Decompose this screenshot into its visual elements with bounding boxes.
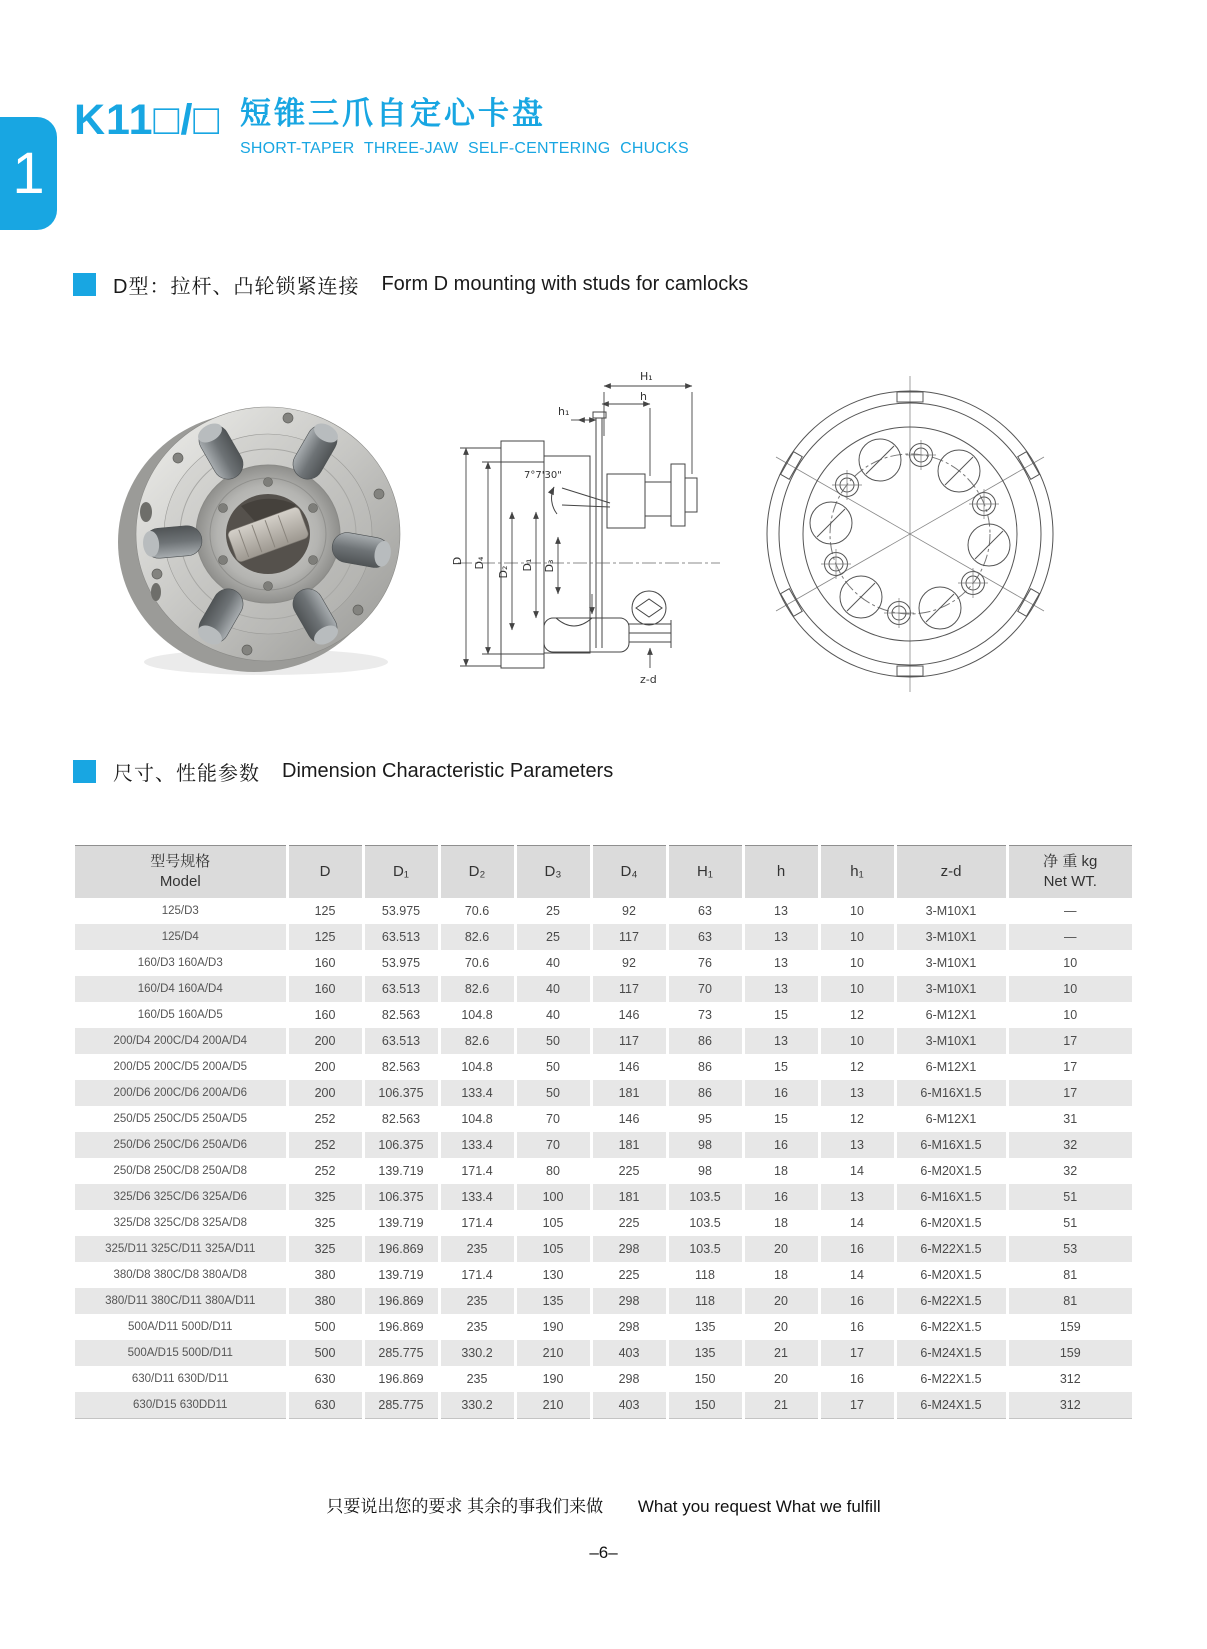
value-cell: 139.719 <box>363 1262 439 1288</box>
value-cell: 200 <box>287 1054 363 1080</box>
page-title-en: SHORT-TAPER THREE-JAW SELF-CENTERING CHUCKS <box>240 140 689 157</box>
value-cell: 17 <box>1007 1054 1132 1080</box>
table-header-row <box>75 846 1132 899</box>
value-cell: 6-M22X1.5 <box>895 1288 1007 1314</box>
value-cell: 13 <box>819 1184 895 1210</box>
value-cell: 81 <box>1007 1262 1132 1288</box>
value-cell: 139.719 <box>363 1210 439 1236</box>
dim-label-D2: D₂ <box>497 565 510 579</box>
value-cell: 13 <box>743 950 819 976</box>
value-cell: 70 <box>667 976 743 1002</box>
section-form-d-en: Form D mounting with studs for camlocks <box>381 273 749 295</box>
model-cell: 250/D8 250C/D8 250A/D8 <box>75 1158 287 1184</box>
model-cell: 325/D11 325C/D11 325A/D11 <box>75 1236 287 1262</box>
col-header-net-wt <box>1007 846 1132 899</box>
col-header-h: h <box>743 846 819 899</box>
value-cell: 196.869 <box>363 1314 439 1340</box>
value-cell: 16 <box>743 1184 819 1210</box>
value-cell: 298 <box>591 1288 667 1314</box>
model-cell: 200/D6 200C/D6 200A/D6 <box>75 1080 287 1106</box>
model-cell: 125/D3 <box>75 898 287 924</box>
dim-label-D1: D₁ <box>521 558 534 572</box>
model-cell: 500A/D15 500D/D11 <box>75 1340 287 1366</box>
value-cell: 16 <box>743 1132 819 1158</box>
value-cell: 82.6 <box>439 924 515 950</box>
value-cell: 200 <box>287 1028 363 1054</box>
value-cell: 403 <box>591 1392 667 1419</box>
value-cell: 21 <box>743 1392 819 1419</box>
value-cell: — <box>1007 898 1132 924</box>
value-cell: 125 <box>287 924 363 950</box>
model-cell: 160/D5 160A/D5 <box>75 1002 287 1028</box>
value-cell: 98 <box>667 1158 743 1184</box>
value-cell: 10 <box>1007 1002 1132 1028</box>
value-cell: 20 <box>743 1288 819 1314</box>
value-cell: 13 <box>743 924 819 950</box>
model-cell: 380/D11 380C/D11 380A/D11 <box>75 1288 287 1314</box>
value-cell: 325 <box>287 1236 363 1262</box>
value-cell: 500 <box>287 1314 363 1340</box>
value-cell: 80 <box>515 1158 591 1184</box>
value-cell: 14 <box>819 1262 895 1288</box>
col-header-zd: z-d <box>895 846 1007 899</box>
table-row <box>75 1392 1132 1419</box>
page-number: –6– <box>589 1543 618 1562</box>
value-cell: 210 <box>515 1392 591 1419</box>
value-cell: 6-M16X1.5 <box>895 1132 1007 1158</box>
value-cell: 159 <box>1007 1340 1132 1366</box>
value-cell: 285.775 <box>363 1340 439 1366</box>
value-cell: 18 <box>743 1210 819 1236</box>
value-cell: 32 <box>1007 1158 1132 1184</box>
value-cell: 133.4 <box>439 1080 515 1106</box>
value-cell: 117 <box>591 924 667 950</box>
table-row <box>75 950 1132 976</box>
value-cell: 330.2 <box>439 1392 515 1419</box>
value-cell: 181 <box>591 1080 667 1106</box>
value-cell: 104.8 <box>439 1002 515 1028</box>
value-cell: 146 <box>591 1106 667 1132</box>
section-form-d-zh: D型：拉杆、凸轮锁紧连接 <box>113 276 360 298</box>
value-cell: 14 <box>819 1210 895 1236</box>
value-cell: 159 <box>1007 1314 1132 1340</box>
table-row <box>75 1002 1132 1028</box>
value-cell: 86 <box>667 1054 743 1080</box>
value-cell: 17 <box>1007 1028 1132 1054</box>
value-cell: 63.513 <box>363 976 439 1002</box>
value-cell: 6-M16X1.5 <box>895 1080 1007 1106</box>
model-cell: 250/D6 250C/D6 250A/D6 <box>75 1132 287 1158</box>
value-cell: 98 <box>667 1132 743 1158</box>
page-title-zh: 短锥三爪自定心卡盘 <box>240 96 546 131</box>
value-cell: 53.975 <box>363 898 439 924</box>
value-cell: 40 <box>515 950 591 976</box>
value-cell: 105 <box>515 1210 591 1236</box>
table-row <box>75 1262 1132 1288</box>
value-cell: 6-M16X1.5 <box>895 1184 1007 1210</box>
value-cell: 103.5 <box>667 1184 743 1210</box>
value-cell: 630 <box>287 1366 363 1392</box>
value-cell: 70.6 <box>439 898 515 924</box>
value-cell: 500 <box>287 1340 363 1366</box>
model-code: K11□/□ <box>74 96 221 144</box>
value-cell: 51 <box>1007 1210 1132 1236</box>
value-cell: 50 <box>515 1054 591 1080</box>
table-row <box>75 924 1132 950</box>
table-row <box>75 976 1132 1002</box>
table-row <box>75 1210 1132 1236</box>
col-header-model-zh: 型号规格 <box>150 852 211 870</box>
value-cell: 252 <box>287 1158 363 1184</box>
value-cell: 16 <box>819 1366 895 1392</box>
value-cell: 10 <box>819 1028 895 1054</box>
dim-label-H1: H₁ <box>640 370 653 383</box>
value-cell: 171.4 <box>439 1262 515 1288</box>
value-cell: 298 <box>591 1314 667 1340</box>
value-cell: 160 <box>287 950 363 976</box>
value-cell: 82.6 <box>439 976 515 1002</box>
footer-slogan-zh: 只要说出您的要求 其余的事我们来做 <box>326 1497 604 1516</box>
value-cell: 50 <box>515 1028 591 1054</box>
value-cell: 630 <box>287 1392 363 1419</box>
dim-label-D: D <box>451 556 464 566</box>
value-cell: 135 <box>515 1288 591 1314</box>
value-cell: 15 <box>743 1002 819 1028</box>
model-cell: 125/D4 <box>75 924 287 950</box>
value-cell: 235 <box>439 1288 515 1314</box>
value-cell: 20 <box>743 1236 819 1262</box>
value-cell: 6-M20X1.5 <box>895 1158 1007 1184</box>
value-cell: 6-M12X1 <box>895 1054 1007 1080</box>
value-cell: 225 <box>591 1262 667 1288</box>
value-cell: 13 <box>743 898 819 924</box>
value-cell: 6-M22X1.5 <box>895 1366 1007 1392</box>
value-cell: 70 <box>515 1106 591 1132</box>
col-header-D4: D₄ <box>591 846 667 899</box>
col-header-model <box>75 846 287 899</box>
value-cell: 14 <box>819 1158 895 1184</box>
value-cell: 196.869 <box>363 1288 439 1314</box>
value-cell: 86 <box>667 1080 743 1106</box>
value-cell: 12 <box>819 1002 895 1028</box>
value-cell: 76 <box>667 950 743 976</box>
value-cell: 235 <box>439 1366 515 1392</box>
value-cell: 139.719 <box>363 1158 439 1184</box>
table-row <box>75 1028 1132 1054</box>
model-cell: 630/D11 630D/D11 <box>75 1366 287 1392</box>
value-cell: 103.5 <box>667 1210 743 1236</box>
value-cell: 82.563 <box>363 1002 439 1028</box>
value-cell: 17 <box>819 1340 895 1366</box>
value-cell: 117 <box>591 1028 667 1054</box>
value-cell: 16 <box>743 1080 819 1106</box>
value-cell: 6-M12X1 <box>895 1106 1007 1132</box>
value-cell: 86 <box>667 1028 743 1054</box>
table-row <box>75 1340 1132 1366</box>
model-cell: 200/D5 200C/D5 200A/D5 <box>75 1054 287 1080</box>
value-cell: 104.8 <box>439 1054 515 1080</box>
value-cell: 16 <box>819 1236 895 1262</box>
value-cell: 16 <box>819 1314 895 1340</box>
value-cell: 6-M20X1.5 <box>895 1262 1007 1288</box>
table-row <box>75 1366 1132 1392</box>
table-row <box>75 1314 1132 1340</box>
table-row <box>75 1288 1132 1314</box>
table-row <box>75 1158 1132 1184</box>
value-cell: 82.563 <box>363 1054 439 1080</box>
table-row <box>75 898 1132 924</box>
value-cell: 63.513 <box>363 1028 439 1054</box>
value-cell: 6-M22X1.5 <box>895 1236 1007 1262</box>
value-cell: 70 <box>515 1132 591 1158</box>
value-cell: 106.375 <box>363 1132 439 1158</box>
table-row <box>75 1236 1132 1262</box>
value-cell: 252 <box>287 1106 363 1132</box>
dim-label-h: h <box>640 390 647 403</box>
value-cell: 25 <box>515 924 591 950</box>
section-form-d <box>73 270 748 299</box>
value-cell: 82.563 <box>363 1106 439 1132</box>
section-dimensions-en: Dimension Characteristic Parameters <box>282 760 614 782</box>
col-header-net-wt-en: Net WT. <box>1043 873 1097 890</box>
value-cell: 235 <box>439 1314 515 1340</box>
value-cell: 312 <box>1007 1392 1132 1419</box>
value-cell: 325 <box>287 1184 363 1210</box>
value-cell: 171.4 <box>439 1210 515 1236</box>
value-cell: 6-M20X1.5 <box>895 1210 1007 1236</box>
value-cell: 196.869 <box>363 1366 439 1392</box>
spec-table <box>75 845 1132 1419</box>
value-cell: 10 <box>819 976 895 1002</box>
value-cell: 63 <box>667 898 743 924</box>
value-cell: 133.4 <box>439 1184 515 1210</box>
footer-slogan-en: What you request What we fulfill <box>637 1497 881 1516</box>
value-cell: 51 <box>1007 1184 1132 1210</box>
value-cell: 92 <box>591 950 667 976</box>
table-row <box>75 1106 1132 1132</box>
value-cell: 17 <box>1007 1080 1132 1106</box>
value-cell: 190 <box>515 1314 591 1340</box>
section-dimensions <box>73 757 613 786</box>
col-header-D: D <box>287 846 363 899</box>
value-cell: 210 <box>515 1340 591 1366</box>
value-cell: 15 <box>743 1054 819 1080</box>
chuck-front-drawing <box>740 374 1080 694</box>
model-cell: 630/D15 630DD11 <box>75 1392 287 1419</box>
value-cell: 118 <box>667 1288 743 1314</box>
value-cell: 20 <box>743 1366 819 1392</box>
value-cell: 6-M24X1.5 <box>895 1392 1007 1419</box>
footer-slogan <box>0 1492 1207 1517</box>
value-cell: 13 <box>743 1028 819 1054</box>
value-cell: — <box>1007 924 1132 950</box>
value-cell: 171.4 <box>439 1158 515 1184</box>
value-cell: 160 <box>287 976 363 1002</box>
value-cell: 10 <box>819 950 895 976</box>
value-cell: 95 <box>667 1106 743 1132</box>
value-cell: 25 <box>515 898 591 924</box>
model-cell: 500A/D11 500D/D11 <box>75 1314 287 1340</box>
value-cell: 63 <box>667 924 743 950</box>
value-cell: 73 <box>667 1002 743 1028</box>
model-cell: 160/D3 160A/D3 <box>75 950 287 976</box>
value-cell: 17 <box>819 1392 895 1419</box>
value-cell: 40 <box>515 976 591 1002</box>
value-cell: 3-M10X1 <box>895 1028 1007 1054</box>
value-cell: 10 <box>1007 950 1132 976</box>
value-cell: 13 <box>743 976 819 1002</box>
col-header-D2: D₂ <box>439 846 515 899</box>
value-cell: 235 <box>439 1236 515 1262</box>
value-cell: 3-M10X1 <box>895 976 1007 1002</box>
value-cell: 146 <box>591 1002 667 1028</box>
table-row <box>75 1080 1132 1106</box>
col-header-net-wt-zh: 净 重 kg <box>1043 852 1098 870</box>
value-cell: 15 <box>743 1106 819 1132</box>
value-cell: 81 <box>1007 1288 1132 1314</box>
value-cell: 298 <box>591 1366 667 1392</box>
value-cell: 225 <box>591 1210 667 1236</box>
dim-label-zd: z-d <box>640 673 657 686</box>
value-cell: 196.869 <box>363 1236 439 1262</box>
chuck-photo <box>116 396 412 686</box>
value-cell: 135 <box>667 1314 743 1340</box>
section-dimensions-zh: 尺寸、性能参数 <box>113 763 260 785</box>
col-header-D3: D₃ <box>515 846 591 899</box>
chuck-section-drawing <box>444 356 726 693</box>
value-cell: 150 <box>667 1366 743 1392</box>
value-cell: 10 <box>819 924 895 950</box>
value-cell: 380 <box>287 1262 363 1288</box>
value-cell: 181 <box>591 1184 667 1210</box>
value-cell: 225 <box>591 1158 667 1184</box>
value-cell: 125 <box>287 898 363 924</box>
value-cell: 312 <box>1007 1366 1132 1392</box>
value-cell: 53.975 <box>363 950 439 976</box>
value-cell: 53 <box>1007 1236 1132 1262</box>
value-cell: 12 <box>819 1054 895 1080</box>
value-cell: 403 <box>591 1340 667 1366</box>
col-header-model-en: Model <box>159 873 201 890</box>
value-cell: 6-M22X1.5 <box>895 1314 1007 1340</box>
value-cell: 133.4 <box>439 1132 515 1158</box>
dim-label-angle: 7°7'30" <box>524 470 562 481</box>
model-cell: 200/D4 200C/D4 200A/D4 <box>75 1028 287 1054</box>
col-header-D1: D₁ <box>363 846 439 899</box>
value-cell: 130 <box>515 1262 591 1288</box>
value-cell: 150 <box>667 1392 743 1419</box>
value-cell: 6-M12X1 <box>895 1002 1007 1028</box>
dim-label-D3: D₃ <box>543 559 556 573</box>
value-cell: 3-M10X1 <box>895 950 1007 976</box>
value-cell: 117 <box>591 976 667 1002</box>
model-cell: 380/D8 380C/D8 380A/D8 <box>75 1262 287 1288</box>
value-cell: 146 <box>591 1054 667 1080</box>
chapter-tab <box>0 117 57 230</box>
value-cell: 32 <box>1007 1132 1132 1158</box>
value-cell: 325 <box>287 1210 363 1236</box>
value-cell: 160 <box>287 1002 363 1028</box>
table-row <box>75 1054 1132 1080</box>
model-cell: 325/D8 325C/D8 325A/D8 <box>75 1210 287 1236</box>
value-cell: 298 <box>591 1236 667 1262</box>
section-bullet-icon <box>73 760 96 783</box>
value-cell: 105 <box>515 1236 591 1262</box>
value-cell: 135 <box>667 1340 743 1366</box>
table-row <box>75 1132 1132 1158</box>
value-cell: 190 <box>515 1366 591 1392</box>
value-cell: 252 <box>287 1132 363 1158</box>
value-cell: 118 <box>667 1262 743 1288</box>
value-cell: 380 <box>287 1288 363 1314</box>
value-cell: 21 <box>743 1340 819 1366</box>
value-cell: 70.6 <box>439 950 515 976</box>
value-cell: 6-M24X1.5 <box>895 1340 1007 1366</box>
col-header-H1: H₁ <box>667 846 743 899</box>
page-header <box>240 88 689 158</box>
value-cell: 31 <box>1007 1106 1132 1132</box>
value-cell: 3-M10X1 <box>895 924 1007 950</box>
spec-table-body <box>75 898 1132 1419</box>
value-cell: 13 <box>819 1080 895 1106</box>
value-cell: 16 <box>819 1288 895 1314</box>
value-cell: 330.2 <box>439 1340 515 1366</box>
model-cell: 250/D5 250C/D5 250A/D5 <box>75 1106 287 1132</box>
value-cell: 13 <box>819 1132 895 1158</box>
value-cell: 106.375 <box>363 1080 439 1106</box>
value-cell: 82.6 <box>439 1028 515 1054</box>
table-row <box>75 1184 1132 1210</box>
model-cell: 325/D6 325C/D6 325A/D6 <box>75 1184 287 1210</box>
value-cell: 18 <box>743 1262 819 1288</box>
value-cell: 100 <box>515 1184 591 1210</box>
section-bullet-icon <box>73 273 96 296</box>
col-header-h1: h₁ <box>819 846 895 899</box>
value-cell: 181 <box>591 1132 667 1158</box>
value-cell: 285.775 <box>363 1392 439 1419</box>
value-cell: 200 <box>287 1080 363 1106</box>
value-cell: 12 <box>819 1106 895 1132</box>
value-cell: 63.513 <box>363 924 439 950</box>
model-cell: 160/D4 160A/D4 <box>75 976 287 1002</box>
chapter-number: 1 <box>12 140 45 206</box>
value-cell: 50 <box>515 1080 591 1106</box>
value-cell: 10 <box>819 898 895 924</box>
value-cell: 92 <box>591 898 667 924</box>
value-cell: 106.375 <box>363 1184 439 1210</box>
value-cell: 40 <box>515 1002 591 1028</box>
value-cell: 18 <box>743 1158 819 1184</box>
dim-label-h1: h₁ <box>558 405 570 418</box>
value-cell: 20 <box>743 1314 819 1340</box>
value-cell: 10 <box>1007 976 1132 1002</box>
dim-label-D4: D₄ <box>473 556 486 570</box>
value-cell: 103.5 <box>667 1236 743 1262</box>
value-cell: 104.8 <box>439 1106 515 1132</box>
value-cell: 3-M10X1 <box>895 898 1007 924</box>
